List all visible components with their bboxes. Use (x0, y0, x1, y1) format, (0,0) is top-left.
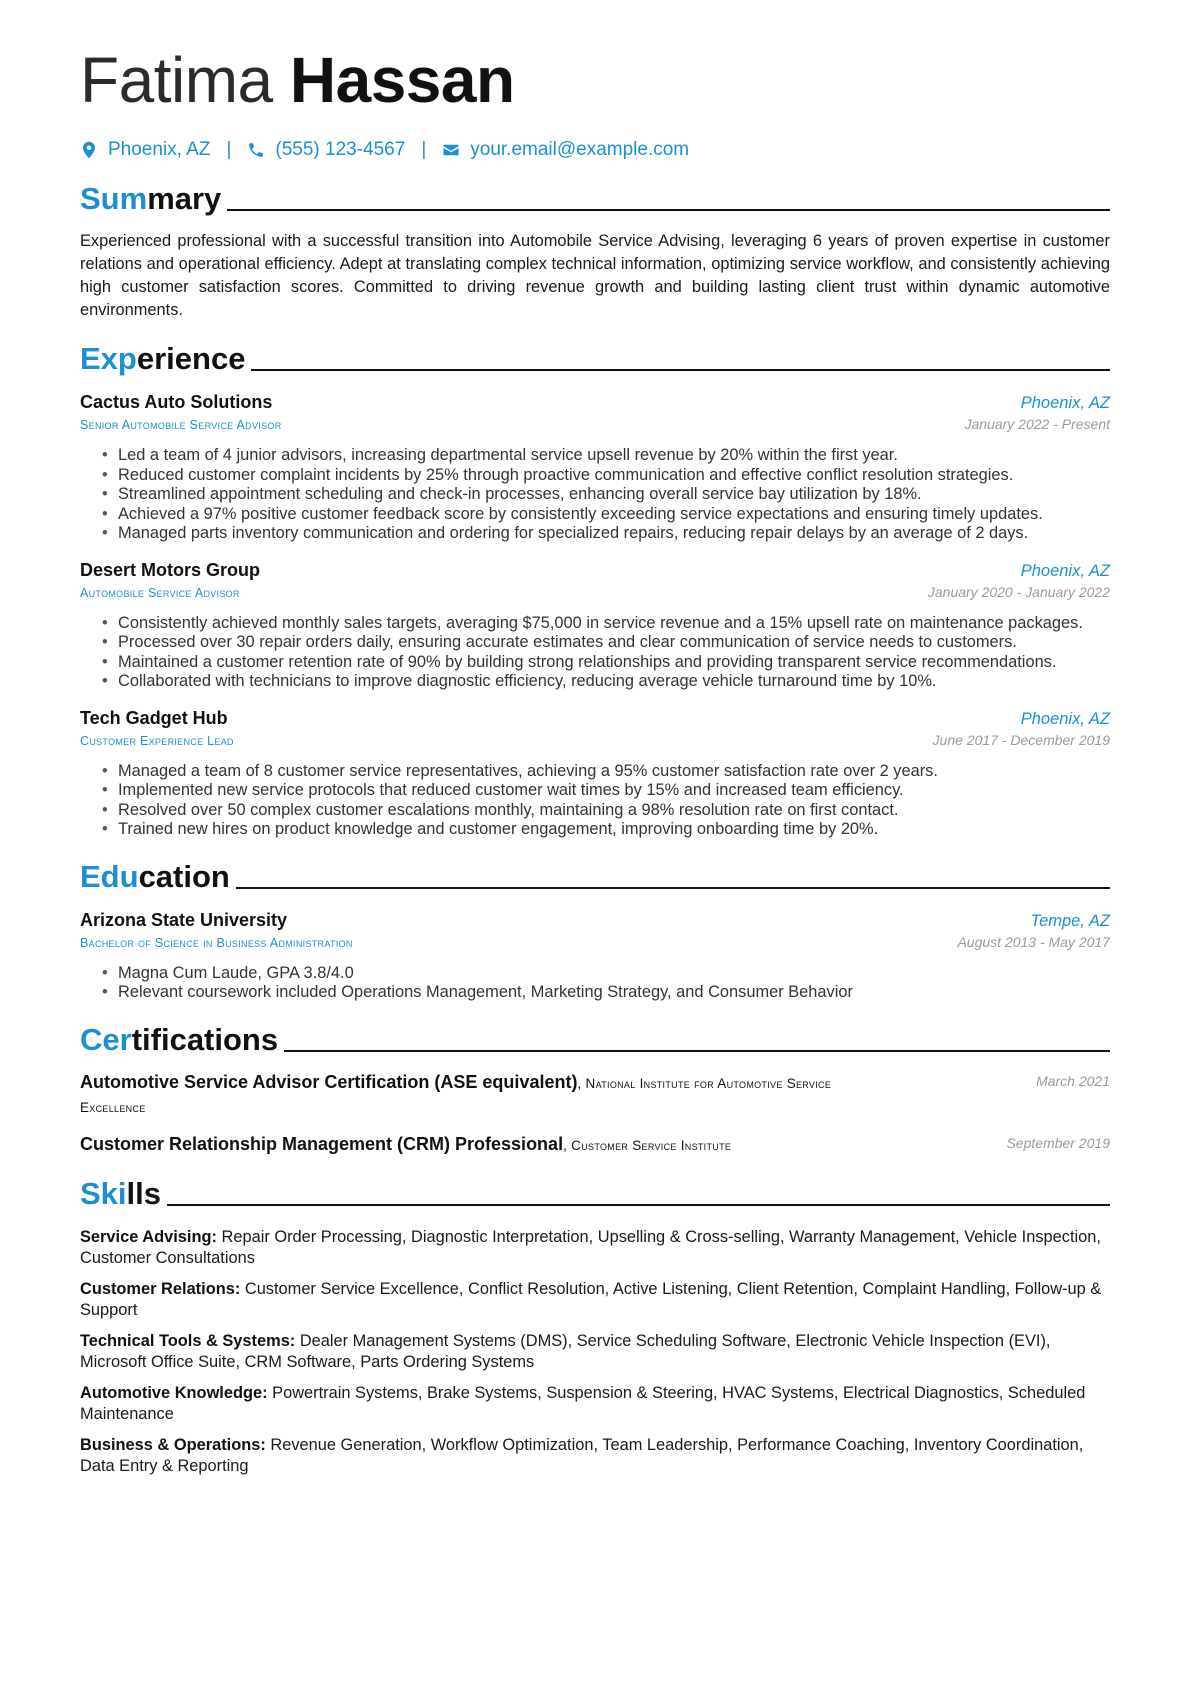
skill-group (80, 1383, 1110, 1425)
certification-name: Automotive Service Advisor Certification (ASE equivalent) (80, 1071, 578, 1092)
contact-line (80, 138, 1110, 162)
skills-title: Skills (80, 1175, 161, 1211)
list-item: • Maintained a customer retention rate of 90% by building strong relationships and providing transparent service recommendations. (102, 653, 1110, 673)
job-title: Senior Automobile Service Advisor (80, 418, 282, 432)
job-bullets (80, 446, 1110, 544)
phone-icon (247, 141, 265, 159)
skill-list: Dealer Management Systems (DMS), Service Scheduling Software, Electronic Vehicle Inspection (EVI), Microsoft Office Suite, CRM Software, Parts Ordering Systems (80, 1331, 1051, 1371)
list-item: • Consistently achieved monthly sales targets, averaging $75,000 in service revenue and a 15% upsell rate on maintenance packages. (102, 614, 1110, 634)
contact-separator: | (421, 139, 427, 160)
skill-list: Powertrain Systems, Brake Systems, Suspension & Steering, HVAC Systems, Electrical Diagnostics, Scheduled Maintenance (80, 1383, 1086, 1423)
certification-item (80, 1071, 1110, 1119)
skill-group (80, 1435, 1110, 1477)
section-heading (80, 340, 1110, 376)
list-item: • Processed over 30 repair orders daily, ensuring accurate estimates and clear communication of service needs to customers. (102, 633, 1110, 653)
certification-issuer: , National Institute for Automotive Service Excellence (80, 1075, 832, 1115)
skill-list: Customer Service Excellence, Conflict Resolution, Active Listening, Client Retention, Complaint Handling, Follow-up & Support (80, 1279, 1102, 1319)
section-heading (80, 180, 1110, 216)
job-entry (80, 560, 1110, 692)
company-name: Cactus Auto Solutions (80, 392, 273, 412)
job-title: Customer Experience Lead (80, 733, 234, 748)
last-name: Hassan (289, 44, 515, 116)
company-name: Tech Gadget Hub (80, 707, 228, 728)
phone-text[interactable]: (555) 123-4567 (275, 139, 406, 160)
job-dates: June 2017 - December 2019 (932, 731, 1110, 748)
list-item: • Magna Cum Laude, GPA 3.8/4.0 (102, 964, 1110, 984)
skill-label: Customer Relations: (80, 1279, 241, 1298)
contact-separator: | (226, 139, 232, 160)
degree-name: Bachelor of Science in Business Administration (80, 935, 353, 950)
section-heading (80, 858, 1110, 894)
certification-item (80, 1133, 1110, 1157)
map-pin-icon (80, 141, 98, 159)
education-dates: August 2013 - May 2017 (957, 933, 1110, 950)
job-bullets (80, 762, 1110, 840)
email-link[interactable]: your.email@example.com (470, 139, 690, 160)
contact-phone[interactable] (247, 139, 405, 161)
list-item: • Implemented new service protocols that reduced customer wait times by 15% and increased team efficiency. (102, 781, 1110, 801)
job-location: Phoenix, AZ (1020, 709, 1110, 728)
certifications-section (80, 1021, 1110, 1157)
list-item: • Reduced customer complaint incidents by 25% through proactive communication and effective conflict resolution strategies. (102, 466, 1110, 486)
list-item: • Trained new hires on product knowledge and customer engagement, improving onboarding time by 20%. (102, 820, 1110, 840)
skills-section (80, 1175, 1110, 1477)
job-dates: January 2022 - Present (964, 416, 1110, 432)
list-item: • Resolved over 50 complex customer escalations monthly, maintaining a 98% resolution rate on first contact. (102, 801, 1110, 821)
candidate-name (80, 44, 1110, 116)
list-item: • Led a team of 4 junior advisors, increasing departmental service upsell revenue by 20% within the first year. (102, 446, 1110, 466)
list-item: • Managed a team of 8 customer service representatives, achieving a 95% customer satisfaction rate over 2 years. (102, 762, 1110, 782)
summary-section (80, 180, 1110, 322)
experience-title: Experience (80, 341, 246, 376)
section-heading (80, 1021, 1110, 1057)
contact-location (80, 139, 210, 161)
experience-section (80, 340, 1110, 840)
list-item: • Managed parts inventory communication and ordering for specialized repairs, reducing repair delays by an average of 2 days. (102, 524, 1110, 544)
skill-group (80, 1279, 1110, 1321)
certification-name: Customer Relationship Management (CRM) Professional (80, 1133, 564, 1154)
skill-group (80, 1227, 1110, 1269)
section-rule (251, 369, 1110, 371)
list-item: • Achieved a 97% positive customer feedback score by consistently exceeding service expectations and ensuring timely updates. (102, 505, 1110, 525)
list-item: • Relevant coursework included Operations Management, Marketing Strategy, and Consumer Behavior (102, 983, 1110, 1003)
first-name: Fatima (80, 44, 273, 116)
education-entry (80, 910, 1110, 1003)
location-text: Phoenix, AZ (108, 139, 211, 160)
section-rule (284, 1050, 1110, 1052)
skill-label: Automotive Knowledge: (80, 1383, 268, 1402)
job-entry (80, 708, 1110, 840)
skill-label: Service Advising: (80, 1227, 217, 1246)
skill-label: Technical Tools & Systems: (80, 1331, 296, 1350)
education-title: Education (80, 858, 230, 894)
section-heading (80, 1175, 1110, 1211)
certification-issuer: , Customer Service Institute (563, 1137, 732, 1153)
skill-label: Business & Operations: (80, 1435, 266, 1454)
job-location: Phoenix, AZ (1020, 394, 1110, 412)
school-location: Tempe, AZ (1030, 911, 1110, 930)
job-location: Phoenix, AZ (1020, 561, 1110, 580)
job-bullets (80, 614, 1110, 692)
job-entry (80, 392, 1110, 544)
job-dates: January 2020 - January 2022 (927, 583, 1110, 600)
school-name: Arizona State University (80, 909, 288, 930)
skill-group (80, 1331, 1110, 1373)
certifications-title: Certifications (80, 1021, 279, 1057)
list-item: • Streamlined appointment scheduling and check-in processes, enhancing overall service bay utilization by 18%. (102, 485, 1110, 505)
education-bullets (80, 964, 1110, 1003)
contact-email[interactable] (442, 139, 689, 161)
certification-date: September 2019 (1006, 1134, 1110, 1151)
section-rule (227, 209, 1110, 211)
envelope-icon (442, 141, 460, 159)
skill-list: Revenue Generation, Workflow Optimization, Team Leadership, Performance Coaching, Inventory Coordination, Data Entry & Reporting (80, 1435, 1084, 1475)
list-item: • Collaborated with technicians to improve diagnostic efficiency, reducing average vehicle turnaround time by 10%. (102, 672, 1110, 692)
company-name: Desert Motors Group (80, 559, 261, 580)
education-section (80, 858, 1110, 1003)
job-title: Automobile Service Advisor (80, 585, 240, 600)
skill-list: Repair Order Processing, Diagnostic Interpretation, Upselling & Cross-selling, Warranty Management, Vehicle Inspection, Customer Consultations (80, 1227, 1101, 1267)
summary-text: Experienced professional with a successful transition into Automobile Service Advising, leveraging 6 years of proven expertise in customer relations and operational efficiency. Adept at translating complex technical information, optimizing service workflow, and consistently achieving high customer satisfaction scores. Committed to driving revenue growth and building lasting client trust within dynamic automotive environments. (80, 232, 1110, 319)
section-rule (236, 887, 1110, 889)
certification-date: March 2021 (1036, 1072, 1110, 1089)
summary-title: Summary (80, 181, 222, 216)
section-rule (167, 1204, 1110, 1206)
